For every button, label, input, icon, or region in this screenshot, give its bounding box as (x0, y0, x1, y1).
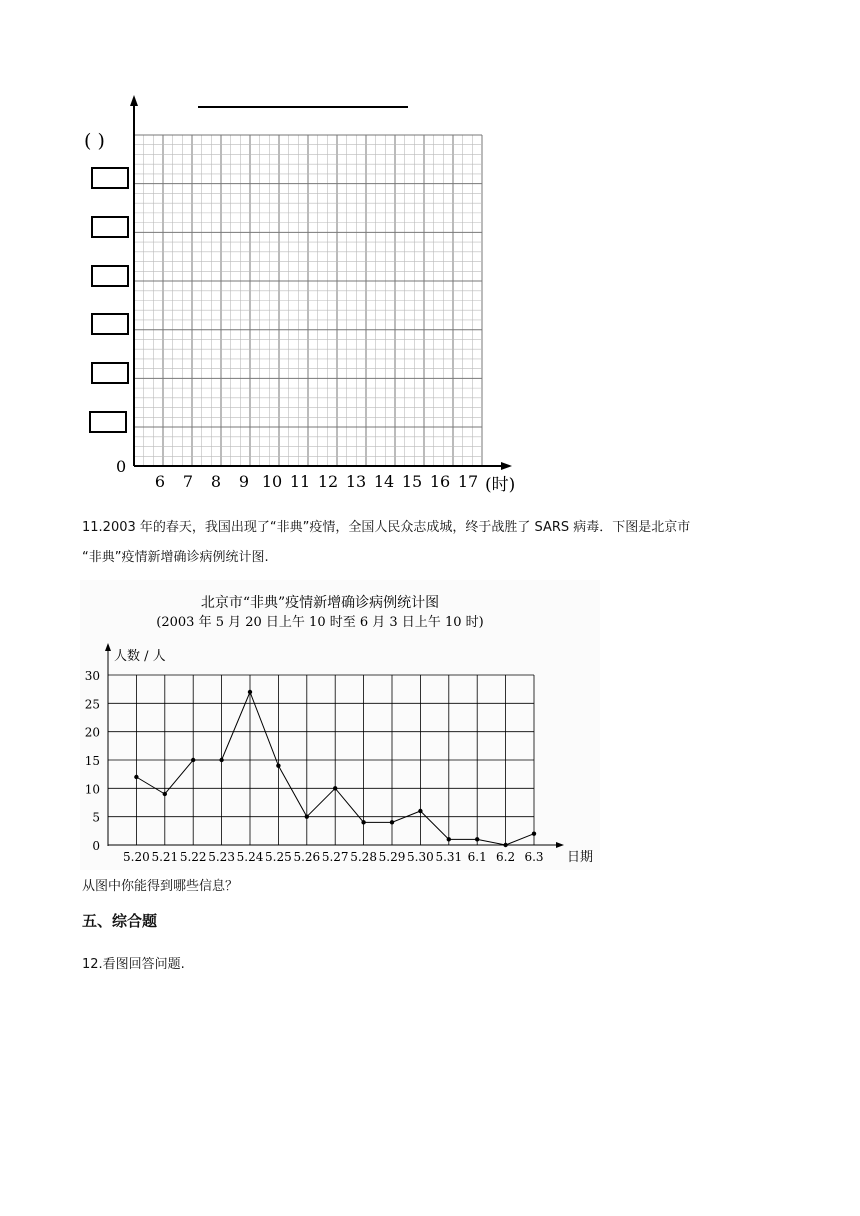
y-tick-label: 0 (92, 839, 100, 853)
x-tick-label: 5.27 (321, 850, 349, 864)
x-tick-label: 5.31 (435, 850, 463, 864)
x-tick-label: 5.30 (407, 850, 434, 864)
x-tick-label: 5.21 (151, 850, 179, 864)
x-tick-label: 14 (373, 472, 395, 491)
data-point (390, 820, 394, 824)
data-point (532, 831, 536, 835)
data-point (248, 690, 252, 694)
question12-text: 12.看图回答问题. (82, 957, 185, 972)
x-tick-label: 8 (210, 472, 222, 491)
data-point (219, 758, 223, 762)
y-unit-paren: ( ) (84, 130, 105, 152)
chart-grid (108, 675, 534, 845)
x-tick-label: 5.23 (208, 850, 235, 864)
x-tick-label: 5.20 (123, 850, 150, 864)
data-point (276, 763, 280, 767)
chart-x-arrow (556, 842, 564, 848)
y-tick-label: 10 (84, 782, 100, 797)
y-tick-label: 15 (84, 754, 100, 768)
origin-label: 0 (116, 457, 127, 476)
y-label-box (92, 266, 128, 286)
y-label-box (92, 217, 128, 237)
x-tick-label: 11 (289, 472, 311, 491)
x-tick-label: 16 (429, 472, 451, 491)
data-point (447, 837, 451, 841)
x-tick-label: 6.1 (467, 850, 487, 864)
x-tick-label: 15 (401, 472, 423, 491)
x-tick-label: 9 (238, 472, 250, 491)
question11-prompt: 从图中你能得到哪些信息？ (82, 879, 239, 894)
chart-y-arrow (105, 643, 111, 651)
x-tick-label: 13 (345, 472, 367, 491)
chart-title: 北京市“非典”疫情新增确诊病例统计图 (200, 595, 440, 611)
x-tick-label: 5.28 (350, 850, 377, 864)
y-axis-label: 人数 / 人 (114, 649, 166, 664)
y-label-box (92, 363, 128, 383)
x-tick-label: 10 (261, 472, 283, 491)
x-tick-label: 5.26 (293, 850, 321, 864)
y-tick-label: 30 (84, 669, 100, 683)
x-tick-label: 5.25 (265, 850, 292, 864)
x-tick-label: 5.24 (236, 850, 264, 864)
data-point (333, 786, 337, 790)
section5-heading: 五、综合题 (82, 912, 158, 930)
x-tick-label: 6 (154, 472, 166, 491)
x-tick-label: 6.3 (524, 850, 544, 864)
data-point (475, 837, 479, 841)
x-tick-label: 6.2 (496, 850, 516, 864)
y-label-box (90, 412, 126, 432)
y-axis-arrow (130, 95, 138, 106)
y-label-box (92, 168, 128, 188)
question11-line1: 11.2003 年的春天，我国出现了“非典”疫情，全国人民众志成城，终于战胜了 SARS 病毒．下图是北京市 (82, 520, 691, 535)
y-label-box (92, 314, 128, 334)
chart-subtitle: (2003 年 5 月 20 日上午 10 时至 6 月 3 日上午 10 时) (156, 615, 484, 630)
data-point (305, 814, 309, 818)
y-tick-label: 25 (84, 697, 100, 712)
x-axis-arrow (501, 462, 512, 470)
y-tick-label: 5 (92, 810, 100, 825)
sars-line-chart (80, 580, 600, 870)
data-point (418, 809, 422, 813)
x-tick-labels (155, 472, 478, 491)
y-tick-label: 20 (84, 725, 100, 740)
blank-grid-chart (0, 0, 860, 500)
question11-line2: “非典”疫情新增确诊病例统计图. (82, 550, 269, 565)
x-unit-label: (时) (485, 475, 516, 495)
data-point (361, 820, 365, 824)
x-tick-label: 5.22 (179, 850, 207, 864)
x-tick-label: 5.29 (378, 850, 406, 864)
data-point (134, 775, 138, 779)
x-tick-label: 7 (182, 472, 194, 491)
grid-lines (134, 135, 482, 466)
x-tick-label: 17 (457, 472, 479, 491)
data-point (503, 843, 507, 847)
data-point (191, 758, 195, 762)
x-axis-label: 日期 (567, 850, 594, 865)
x-tick-label: 12 (317, 472, 339, 491)
data-point (163, 792, 167, 796)
